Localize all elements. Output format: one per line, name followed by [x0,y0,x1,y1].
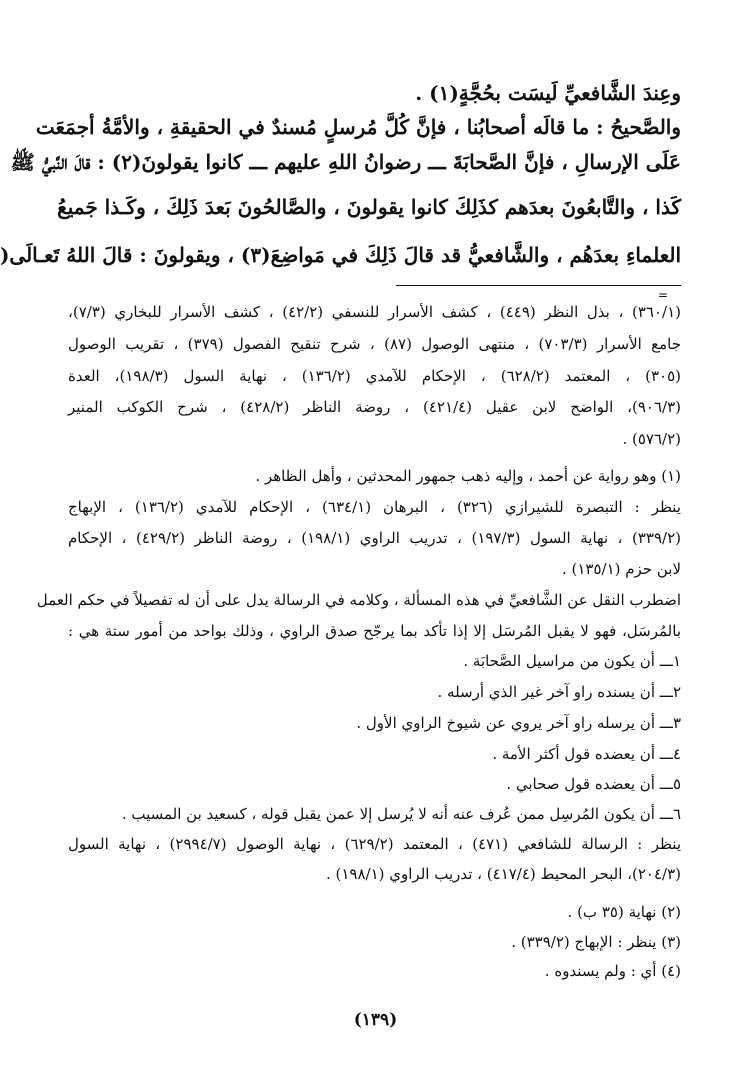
footnote-list-item: ٥ـــ أن يعضده قول صحابي . [506,775,681,793]
footnote-line: (٥٧٦/٢) . [622,430,681,448]
footnote-line: (٣٣٩/٢) ، نهاية السول (١٩٧/٣) ، تدريب الراوي (١٩٨/١) ، روضة الناظر (٤٢٩/٢) ، الإحكام [68,529,681,547]
page-number: (١٣٩) [353,1010,398,1030]
footnote-separator [396,285,681,286]
footnote-list-item: ٣ـــ أن يرسله راو آخر يروي عن شيوخ الراوي الأول . [356,714,681,732]
footnote-line: جامع الأسرار (٧٠٣/٣) ، منتهى الوصول (٨٧) ، شرح تنقيح الفصول (٣٧٩) ، تقريب الوصول [68,335,682,353]
footnote-list-item: ٢ـــ أن يسنده راو آخر غير الذي أرسله . [437,683,681,701]
main-line-3: عَلَى الإرسالِ ، فإنَّ الصَّحابَةَ ـــ رضوانُ اللهِ عليهم ـــ كانوا يقولونَ(٢) : قالَ النَّبيُّ ﷺ [10,150,681,174]
footnote-line: ينظر : التبصرة للشيرازي (٣٢٦) ، البرهان (٦٣٤/١) ، الإحكام للآمدي (١٣٦/٢) ، الإبهاج [68,498,681,516]
footnote-line: (٩٠٦/٣)، الواضح لابن عقيل (٤٢١/٤) ، روضة الناظر (٤٢٨/٢) ، شرح الكوكب المنير [68,398,681,416]
main-line-4: كَذا ، والتَّابعُونَ بعدَهم كذَلِكَ كانوا يقولونَ ، والصَّالحُونَ بَعدَ ذَلِكَ ، وكَـذا جَميعُ [57,195,681,219]
footnote-line: (٢٠٤/٣)، البحر المحيط (٤١٧/٤) ، تدريب الراوي (١٩٨/١) . [325,865,681,883]
main-line-1: وعِندَ الشَّافعيِّ لَيسَت بحُجَّةٍ(١) . [415,81,681,105]
main-line-2: والصَّحيحُ : ما قالَه أصحابُنا ، فإنَّ كُلَّ مُرسلٍ مُسندٌ في الحقيقةِ ، والأمَّةُ أجمَعَت [35,115,681,139]
footnote-line: لابن حزم (١٣٥/١) . [561,560,681,578]
footnote-line: ينظر : الرسالة للشافعي (٤٧١) ، المعتمد (٦٢٩/٢) ، نهاية الوصول (٢٩٩٤/٧) ، نهاية السول [68,835,681,853]
footnote-line: بالمُرسَل، فهو لا يقبل المُرسَل إلا إذا تأكد بما يرجّح صدق الراوي ، وذلك بواحد من أمور ستة هي : [68,622,681,640]
footnote-line: (٣٦٠/١) ، بذل النظر (٤٤٩) ، كشف الأسرار للنسفي (٤٢/٢) ، كشف الأسرار للبخاري (٧/٣)، [68,303,682,321]
footnote-line: (٣٠٥) ، المعتمد (٦٢٨/٢) ، الإحكام للآمدي (١٣٦/٢) ، نهاية السول (١٩٨/٣)، العدة [68,367,681,385]
footnote-list-item: ١ـــ أن يكون من مراسيل الصَّحابَة . [463,652,681,670]
footnote-1: (١) وهو رواية عن أحمد ، وإليه ذهب جمهور المحدثين ، وأهل الظاهر . [255,467,681,485]
footnote-4: (٤) أي : ولم يسندوه . [544,962,681,980]
footnote-3: (٣) ينظر : الإبهاج (٣٣٩/٢) . [511,933,681,951]
footnote-list-item: ٤ـــ أن يعضده قول أكثر الأمة . [492,745,681,763]
footnote-2: (٢) نهاية (٣٥ ب) . [567,903,681,921]
main-line-5: العلماءِ بعدَهُم ، والشَّافعيُّ قد قالَ ذَلِكَ في مَواضِعَ(٣) ، ويقولونَ : قالَ اللهُ تَعـالَى( [0,243,681,267]
footnote-line: اضطرب النقل عن الشَّافعيِّ في هذه المسألة ، وكلامه في الرسالة يدل على أن له تفصيلاً في حكم العمل [36,591,681,609]
continuation-mark: = [658,288,669,302]
footnote-list-item: ٦ـــ أن يكون المُرسِل ممن عُرف عنه أنه لا يُرسل إلا عمن يقبل قوله ، كسعيد بن المسيب . [121,805,681,823]
